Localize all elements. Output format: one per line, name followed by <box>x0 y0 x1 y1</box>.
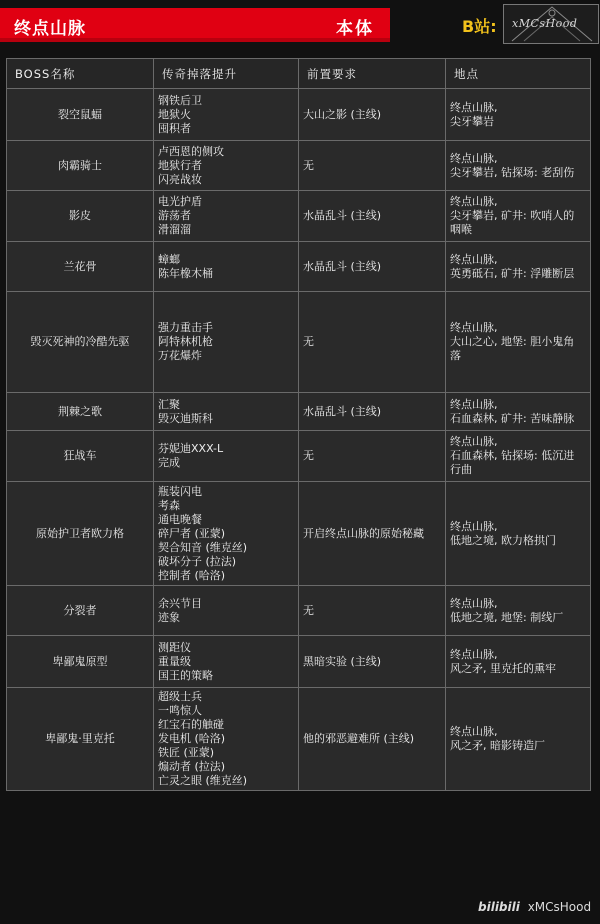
boss-name-cell: 裂空鼠蝠 <box>7 89 154 141</box>
legendary-loot-cell <box>154 586 299 636</box>
loot-item: 地狱火 <box>158 107 191 121</box>
location-line: 尖牙攀岩, 钻探场: 老刮伤 <box>450 165 575 179</box>
requirement-cell: 他的邪恶避难所 (主线) <box>299 688 446 791</box>
loot-item: 万花爆炸 <box>158 349 202 362</box>
loot-item: 囤积者 <box>158 121 191 135</box>
location-cell <box>446 141 591 191</box>
location-line: 低地之境, 地堡: 制线厂 <box>450 610 564 624</box>
location-line: 终点山脉, <box>450 596 498 610</box>
location-line: 终点山脉, <box>450 100 498 114</box>
legendary-loot-cell <box>154 242 299 292</box>
loot-item: 游荡者 <box>158 209 191 222</box>
boss-name-cell: 分裂者 <box>7 586 154 636</box>
loot-item: 亡灵之眼 (维克丝) <box>158 774 248 787</box>
loot-item: 契合知音 (维克丝) <box>158 540 248 554</box>
loot-item: 芬妮迪XXX-L <box>158 442 224 455</box>
location-line: 终点山脉, <box>450 647 498 661</box>
requirement-cell: 水晶乱斗 (主线) <box>299 191 446 242</box>
requirement-cell: 无 <box>299 292 446 393</box>
loot-item: 汇聚 <box>158 397 180 411</box>
location-line: 行曲 <box>450 463 472 476</box>
page-title: 终点山脉 <box>14 19 86 39</box>
loot-item: 余兴节目 <box>158 596 202 610</box>
location-line: 终点山脉, <box>450 252 498 266</box>
location-line: 咽喉 <box>450 223 472 236</box>
table-row <box>7 393 591 431</box>
requirement-cell: 水晶乱斗 (主线) <box>299 393 446 431</box>
watermark-text: xMCsHood <box>512 17 578 30</box>
loot-item: 瓶装闪电 <box>158 484 202 498</box>
loot-item: 完成 <box>158 456 180 469</box>
legendary-loot-cell <box>154 482 299 586</box>
column-header-location: 地点 <box>446 59 591 89</box>
location-line: 尖牙攀岩, 矿井: 吹哨人的 <box>450 209 575 222</box>
loot-item: 强力重击手 <box>158 321 213 334</box>
location-line: 终点山脉, <box>450 151 498 165</box>
table-body <box>7 89 591 791</box>
location-cell <box>446 393 591 431</box>
footer-handle: xMCsHood <box>527 900 592 914</box>
legendary-loot-cell <box>154 292 299 393</box>
legendary-loot-cell <box>154 636 299 688</box>
location-line: 风之矛, 暗影铸造厂 <box>450 739 545 752</box>
legendary-loot-cell <box>154 688 299 791</box>
requirement-cell: 无 <box>299 431 446 482</box>
boss-name-cell: 影皮 <box>7 191 154 242</box>
location-cell <box>446 242 591 292</box>
loot-item: 卢西恩的侧攻 <box>158 144 224 158</box>
loot-item: 迹象 <box>158 610 180 624</box>
location-line: 终点山脉, <box>450 519 498 533</box>
location-line: 落 <box>450 349 461 362</box>
location-line: 终点山脉, <box>450 321 498 334</box>
loot-item: 毁灭迪斯科 <box>158 411 213 425</box>
location-line: 石血森林, 钻探场: 低沉进 <box>450 449 575 462</box>
loot-item: 陈年橡木桶 <box>158 266 213 280</box>
location-cell <box>446 688 591 791</box>
boss-name-cell: 卑鄙鬼原型 <box>7 636 154 688</box>
location-line: 终点山脉, <box>450 397 498 411</box>
location-line: 石血森林, 矿井: 苦味静脉 <box>450 411 575 425</box>
footer-watermark <box>478 900 591 914</box>
table-row <box>7 242 591 292</box>
location-line: 低地之境, 欧力格拱门 <box>450 533 556 547</box>
location-line: 终点山脉, <box>450 435 498 448</box>
loot-item: 滑溜溜 <box>158 223 191 236</box>
boss-name-cell: 狂战车 <box>7 431 154 482</box>
requirement-cell: 开启终点山脉的原始秘藏 <box>299 482 446 586</box>
loot-item: 破坏分子 (拉法) <box>158 554 237 568</box>
location-cell <box>446 89 591 141</box>
loot-item: 碎尸者 (亚蒙) <box>158 526 226 540</box>
loot-item: 控制者 (哈洛) <box>158 568 226 582</box>
location-cell <box>446 586 591 636</box>
watermark-logo <box>503 4 599 44</box>
loot-item: 重量级 <box>158 654 191 668</box>
loot-item: 闪亮战妆 <box>158 172 202 186</box>
table-row <box>7 482 591 586</box>
table-row <box>7 586 591 636</box>
requirement-cell: 无 <box>299 586 446 636</box>
table-row <box>7 292 591 393</box>
location-cell <box>446 431 591 482</box>
column-header-requirement: 前置要求 <box>299 59 446 89</box>
boss-name-cell: 兰花骨 <box>7 242 154 292</box>
loot-item: 地狱行者 <box>158 158 202 172</box>
location-line: 风之矛, 里克托的熏牢 <box>450 661 556 675</box>
boss-name-cell: 肉霸骑士 <box>7 141 154 191</box>
location-line: 终点山脉, <box>450 195 498 208</box>
loot-item: 测距仪 <box>158 640 191 654</box>
loot-item: 国王的策略 <box>158 668 213 682</box>
requirement-cell: 大山之影 (主线) <box>299 89 446 141</box>
legendary-loot-cell <box>154 89 299 141</box>
location-cell <box>446 191 591 242</box>
loot-item: 蟑螂 <box>158 252 180 266</box>
loot-item: 煽动者 (拉法) <box>158 760 226 773</box>
loot-item: 发电机 (哈洛) <box>158 732 226 745</box>
table-row <box>7 191 591 242</box>
loot-item: 铁匠 (亚蒙) <box>158 746 215 759</box>
requirement-cell: 水晶乱斗 (主线) <box>299 242 446 292</box>
loot-item: 电光护盾 <box>158 195 202 208</box>
requirement-cell: 无 <box>299 141 446 191</box>
table-row <box>7 636 591 688</box>
boss-name-cell: 卑鄙鬼·里克托 <box>7 688 154 791</box>
column-header-loot: 传奇掉落提升 <box>154 59 299 89</box>
table-row <box>7 688 591 791</box>
title-banner <box>0 8 390 42</box>
bilibili-logo: bilibili <box>478 900 520 914</box>
location-cell <box>446 292 591 393</box>
requirement-cell: 黑暗实验 (主线) <box>299 636 446 688</box>
loot-item: 一鸣惊人 <box>158 704 202 717</box>
table-header-row <box>7 59 591 89</box>
boss-name-cell: 荆棘之歌 <box>7 393 154 431</box>
loot-item: 通电晚餐 <box>158 512 202 526</box>
legendary-loot-cell <box>154 191 299 242</box>
legendary-loot-cell <box>154 393 299 431</box>
loot-item: 超级士兵 <box>158 690 202 703</box>
bilibili-tag: B站: <box>462 17 497 36</box>
boss-name-cell: 毁灭死神的冷酷先驱 <box>7 292 154 393</box>
boss-drop-table <box>6 58 591 791</box>
loot-item: 阿特林机枪 <box>158 335 213 348</box>
page-subtitle: 本体 <box>336 19 374 39</box>
location-line: 英勇砥石, 矿井: 浮雕断层 <box>450 266 575 280</box>
legendary-loot-cell <box>154 141 299 191</box>
loot-item: 红宝石的触碰 <box>158 718 224 731</box>
table-row <box>7 431 591 482</box>
location-cell <box>446 482 591 586</box>
boss-name-cell: 原始护卫者欧力格 <box>7 482 154 586</box>
loot-item: 钢铁后卫 <box>158 93 202 107</box>
table-row <box>7 89 591 141</box>
location-line: 大山之心, 地堡: 胆小鬼角 <box>450 335 575 348</box>
column-header-boss: BOSS名称 <box>7 59 154 89</box>
location-cell <box>446 636 591 688</box>
loot-item: 考森 <box>158 498 180 512</box>
location-line: 尖牙攀岩 <box>450 114 494 128</box>
location-line: 终点山脉, <box>450 725 498 738</box>
table-row <box>7 141 591 191</box>
legendary-loot-cell <box>154 431 299 482</box>
